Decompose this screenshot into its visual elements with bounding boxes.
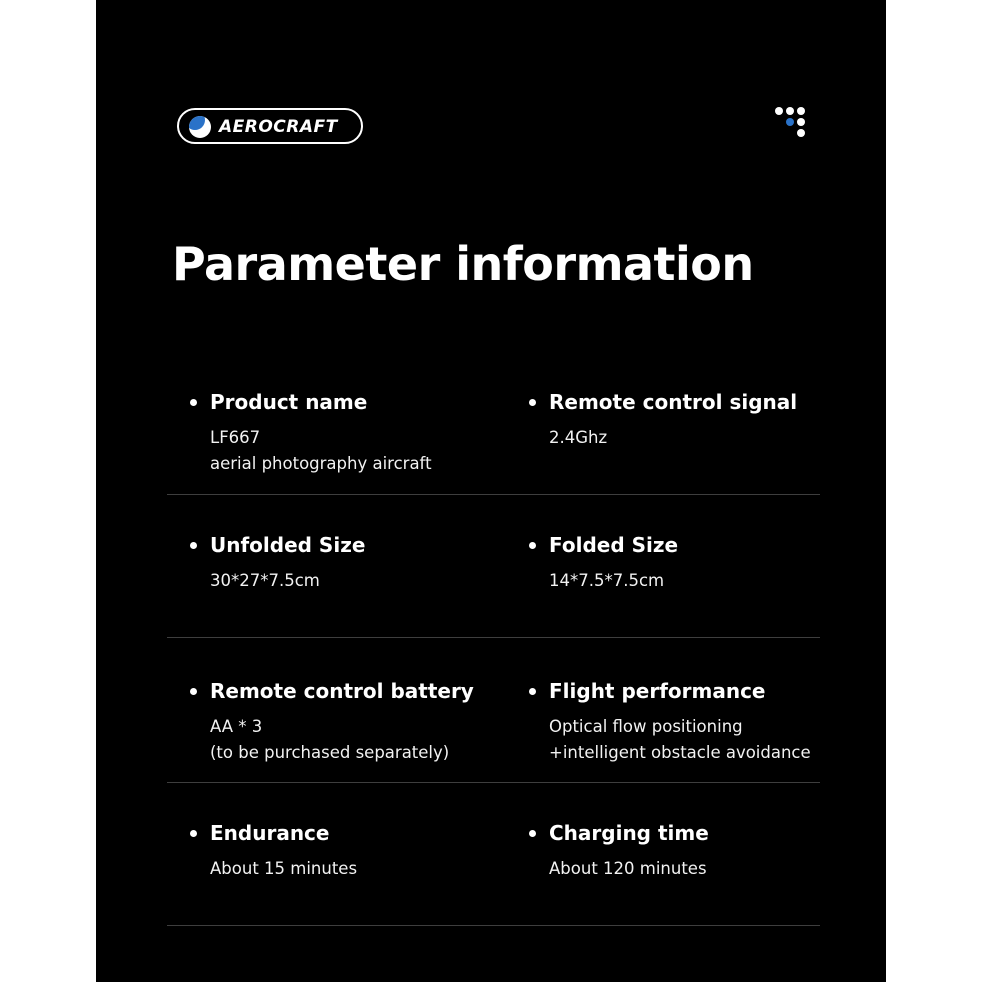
brand-logo-text: AEROCRAFT [219,117,338,137]
param-value-line: Optical flow positioning [549,717,743,736]
row-divider [167,494,820,495]
param-flight-performance [529,676,859,766]
moon-logo-icon [189,116,211,138]
param-charging-time [529,818,859,882]
param-product-name [190,387,520,477]
param-value-line: LF667 [210,428,261,447]
dots-grid-icon [774,106,810,142]
param-label: Remote control signal [549,390,798,414]
param-label: Remote control battery [210,679,474,703]
row-divider [167,925,820,926]
bullet-icon [529,399,536,406]
param-value-line: (to be purchased separately) [210,743,450,762]
bullet-icon [529,542,536,549]
param-label: Product name [210,390,368,414]
row-divider [167,637,820,638]
param-endurance [190,818,520,882]
bullet-icon [190,399,197,406]
bullet-icon [190,542,197,549]
param-label: Charging time [549,821,709,845]
param-remote-control-signal [529,387,859,451]
param-folded-size [529,530,859,594]
row-divider [167,782,820,783]
param-value-line: About 120 minutes [549,859,707,878]
param-value-line: +intelligent obstacle avoidance [549,743,811,762]
bullet-icon [529,688,536,695]
param-value-line: aerial photography aircraft [210,454,432,473]
param-value-line: 2.4Ghz [549,428,608,447]
bullet-icon [190,688,197,695]
param-label: Flight performance [549,679,766,703]
param-remote-control-battery [190,676,520,766]
param-value-line: AA * 3 [210,717,263,736]
bullet-icon [529,830,536,837]
param-label: Endurance [210,821,330,845]
brand-logo [177,108,363,144]
spec-panel [96,0,886,982]
page-title: Parameter information [172,237,754,291]
bullet-icon [190,830,197,837]
param-label: Folded Size [549,533,679,557]
param-value-line: 30*27*7.5cm [210,571,320,590]
param-unfolded-size [190,530,520,594]
param-label: Unfolded Size [210,533,366,557]
param-value-line: 14*7.5*7.5cm [549,571,665,590]
param-value-line: About 15 minutes [210,859,358,878]
